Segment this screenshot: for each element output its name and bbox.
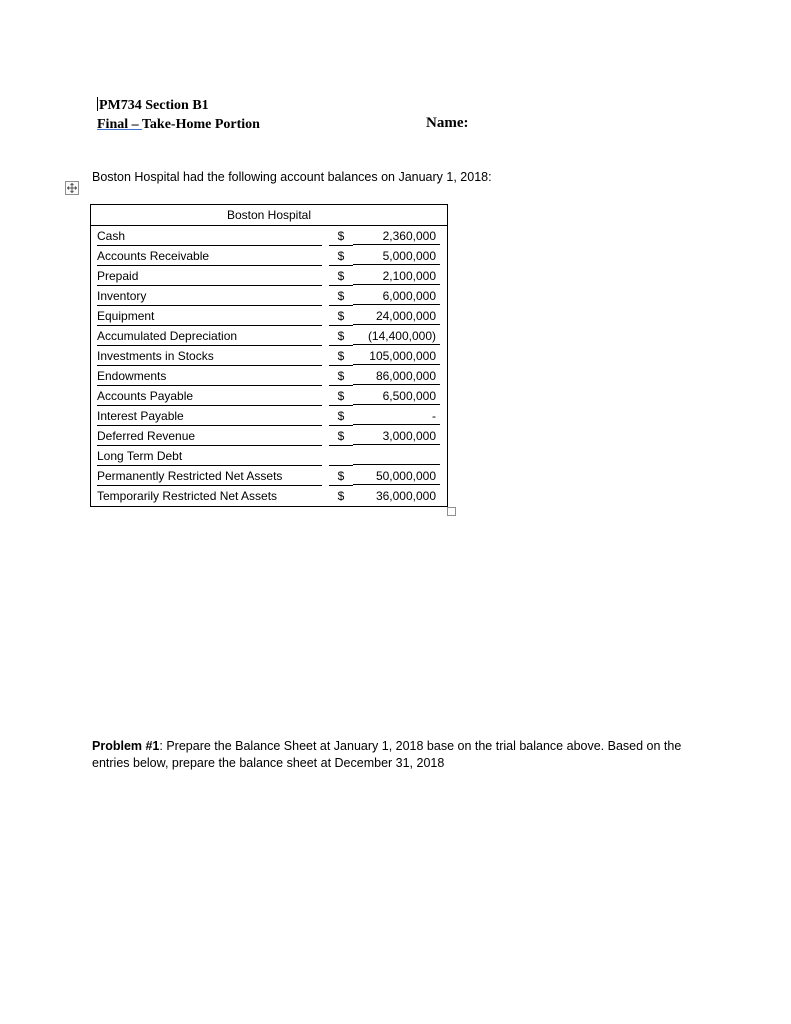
problem-label: Problem #1 — [92, 739, 160, 753]
amount-cell[interactable]: 36,000,000 — [375, 489, 436, 503]
dollar-sign-cell[interactable]: $ — [329, 346, 353, 366]
account-name-cell[interactable]: Interest Payable — [97, 406, 322, 426]
dollar-sign-cell[interactable]: $ — [329, 326, 353, 346]
amount-cell[interactable]: 2,360,000 — [353, 226, 440, 245]
account-name-cell[interactable]: Cash — [97, 226, 322, 246]
text-cursor — [97, 97, 98, 111]
final-dash: – — [128, 117, 142, 132]
table-move-handle[interactable] — [65, 181, 79, 195]
trial-balance-table[interactable] — [90, 204, 448, 507]
table-body — [91, 226, 447, 506]
account-name-cell[interactable]: Deferred Revenue — [97, 426, 322, 446]
dollar-sign-cell[interactable]: $ — [337, 489, 345, 503]
amount-cell[interactable]: 5,000,000 — [353, 246, 440, 265]
dollar-sign-cell[interactable]: $ — [329, 246, 353, 266]
amount-cell[interactable] — [353, 446, 440, 465]
intro-text: Boston Hospital had the following account balances on January 1, 2018: — [92, 170, 492, 184]
amount-cell[interactable]: 105,000,000 — [353, 346, 440, 365]
table-row — [91, 246, 447, 266]
account-name-cell[interactable]: Inventory — [97, 286, 322, 306]
amount-cell[interactable]: 50,000,000 — [353, 466, 440, 485]
table-row — [91, 366, 447, 386]
account-name-cell[interactable]: Accounts Receivable — [97, 246, 322, 266]
account-name-cell[interactable]: Equipment — [97, 306, 322, 326]
amount-cell[interactable]: 2,100,000 — [353, 266, 440, 285]
table-row — [91, 306, 447, 326]
dollar-sign-cell[interactable]: $ — [329, 226, 353, 246]
amount-cell[interactable]: - — [353, 406, 440, 425]
dollar-sign-cell[interactable]: $ — [329, 406, 353, 426]
amount-cell[interactable]: 24,000,000 — [353, 306, 440, 325]
dollar-sign-cell[interactable]: $ — [329, 466, 353, 486]
take-home-label: Take-Home Portion — [141, 117, 260, 132]
dollar-sign-cell[interactable]: $ — [329, 306, 353, 326]
table-row — [91, 346, 447, 366]
table-row — [91, 286, 447, 306]
name-label: Name: — [426, 115, 469, 131]
dollar-sign-cell[interactable] — [329, 446, 353, 466]
account-name-cell[interactable]: Accumulated Depreciation — [97, 326, 322, 346]
table-row — [91, 486, 447, 506]
table-row — [91, 326, 447, 346]
amount-cell[interactable]: 6,500,000 — [353, 386, 440, 405]
table-row — [91, 226, 447, 246]
course-title: PM734 Section B1 — [99, 98, 209, 113]
final-word: Final — [97, 117, 129, 132]
account-name-cell[interactable]: Temporarily Restricted Net Assets — [97, 489, 278, 503]
table-title: Boston Hospital — [91, 205, 447, 226]
table-row — [91, 266, 447, 286]
course-line — [97, 96, 517, 115]
amount-cell[interactable]: 6,000,000 — [353, 286, 440, 305]
table-row — [91, 386, 447, 406]
table-row — [91, 446, 447, 466]
problem-1 — [92, 738, 692, 772]
account-name-cell[interactable]: Endowments — [97, 366, 322, 386]
table-row — [91, 466, 447, 486]
account-name-cell[interactable]: Permanently Restricted Net Assets — [97, 466, 322, 486]
account-name-cell[interactable]: Accounts Payable — [97, 386, 322, 406]
dollar-sign-cell[interactable]: $ — [329, 386, 353, 406]
table-row — [91, 426, 447, 446]
dollar-sign-cell[interactable]: $ — [329, 366, 353, 386]
amount-cell[interactable]: 86,000,000 — [353, 366, 440, 385]
dollar-sign-cell[interactable]: $ — [329, 426, 353, 446]
account-name-cell[interactable]: Investments in Stocks — [97, 346, 322, 366]
dollar-sign-cell[interactable]: $ — [329, 286, 353, 306]
dollar-sign-cell[interactable]: $ — [329, 266, 353, 286]
table-resize-handle[interactable] — [447, 507, 456, 516]
account-name-cell[interactable]: Prepaid — [97, 266, 322, 286]
amount-cell[interactable]: (14,400,000) — [353, 326, 440, 345]
move-arrows-icon — [67, 183, 77, 193]
amount-cell[interactable]: 3,000,000 — [353, 426, 440, 445]
problem-text: : Prepare the Balance Sheet at January 1, 2018 base on the trial balance above. Based on the entries below, prepare the balance sheet at December 31, 2018 — [92, 739, 682, 770]
table-row — [91, 406, 447, 426]
account-name-cell[interactable]: Long Term Debt — [97, 446, 322, 466]
